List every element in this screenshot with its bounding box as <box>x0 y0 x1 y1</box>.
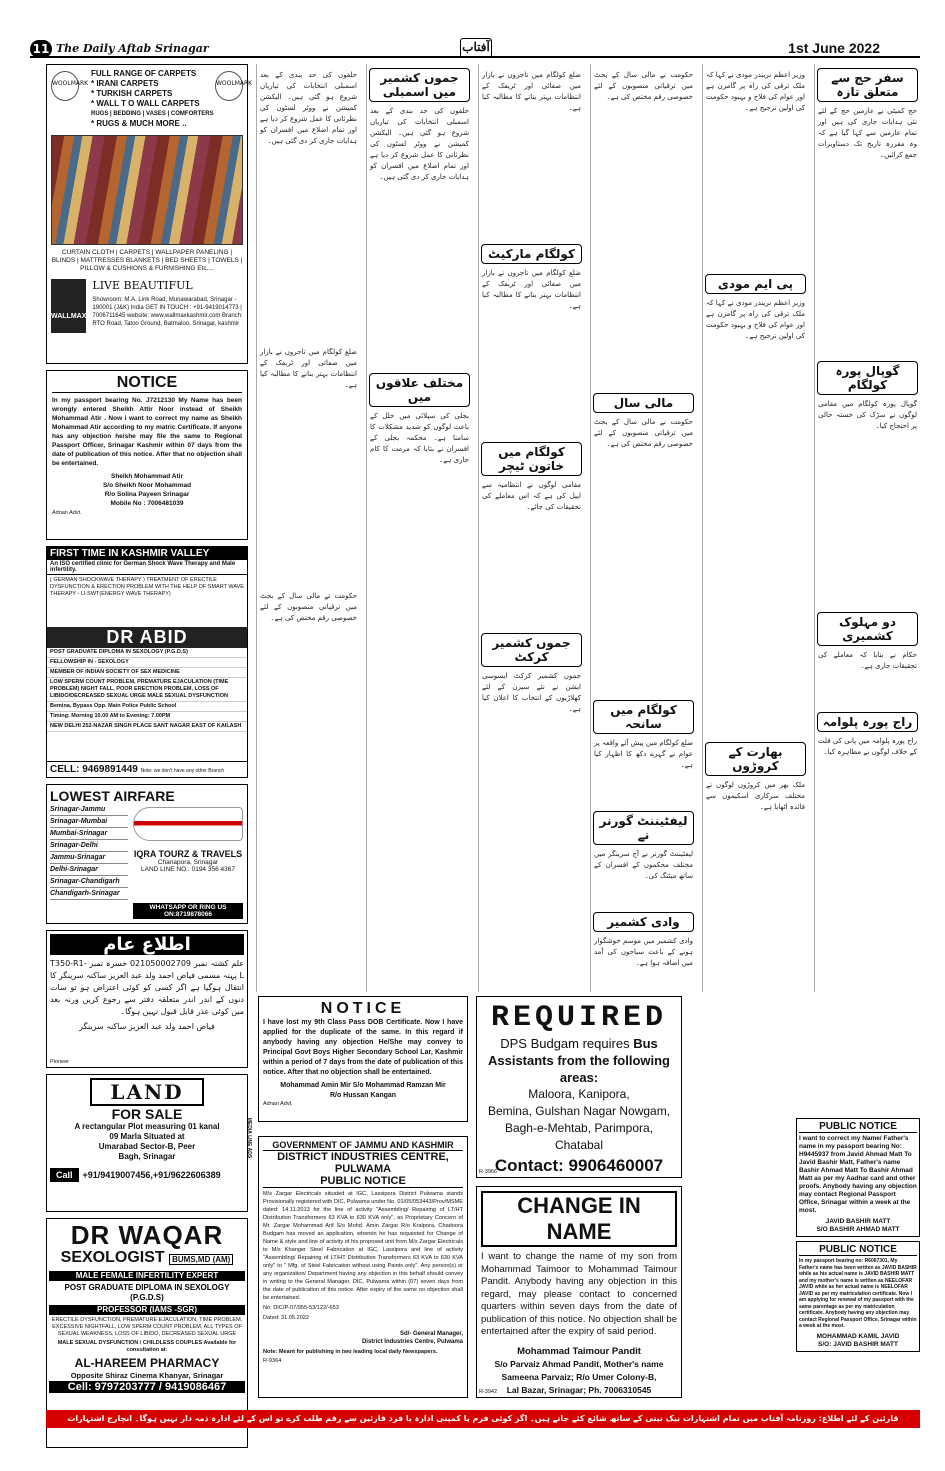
news-text: مقامی لوگوں نے انتظامیہ سے اپیل کی ہے کہ اس معاملے کی تحقیقات کی جائے۔ <box>482 481 581 511</box>
sig-line: Mobile No : 7006481039 <box>110 500 184 507</box>
ad-ref: R-3942 <box>479 1389 498 1395</box>
required-areas-title: Assistants from the following areas: <box>487 1053 670 1085</box>
sig-line: Sheikh Mohammad Atir <box>111 473 183 480</box>
carpets-items: CURTAIN CLOTH | CARPETS | WALLPAPER PANELING | BLINDS | MATTRESSES BLANKETS | BED SHEETS | TOWELS | PILLOW & CUSHIONS & FURNISHING Etc.... <box>51 249 243 272</box>
news-headline: کولگام میں سانحہ <box>593 700 694 734</box>
ad-ref: R-3966 <box>479 1169 498 1175</box>
carpets-ad <box>46 64 253 364</box>
waqar-subtitle <box>49 1249 245 1269</box>
clinic-doctor-name: DR ABID <box>47 627 247 648</box>
carpets-line: * TURKISH CARPETS <box>91 89 173 98</box>
news-column <box>478 64 584 992</box>
advt-credit: Adnan Advt. <box>52 510 82 516</box>
route-item: Mumbai-Srinagar <box>50 828 128 840</box>
carpets-line: * WALL T O WALL CARPETS <box>91 99 200 108</box>
news-text: حکومت نے مالی سال کے بجٹ میں ترقیاتی منصوبوں کے لئے خصوصی رقم مختص کی ہے۔ <box>594 71 693 101</box>
govt-dept: DISTRICT INDUSTRIES CENTRE, PULWAMA <box>277 1151 449 1175</box>
clinic-phone <box>47 761 247 777</box>
route-item: Delhi-Srinagar <box>50 864 128 876</box>
sig-line: S/o Sheikh Noor Mohammad <box>102 482 192 489</box>
wallmax-logo: WALLMAX <box>51 279 86 333</box>
change-in-name-notice <box>476 1186 682 1398</box>
paper-logo: آفتاب <box>460 38 492 58</box>
waqar-title: DR WAQAR <box>70 1220 224 1250</box>
urdu-public-notice <box>46 930 248 1068</box>
land-sale-ad <box>46 1074 252 1212</box>
urdu-notice-title: اطلاع عام <box>50 934 244 955</box>
news-headline: وادی کشمیر <box>593 912 694 932</box>
pn-title: PUBLIC NOTICE <box>799 1121 917 1133</box>
paper-name: The Daily Aftab Srinagar <box>56 42 209 55</box>
govt-ref: R-9364 <box>263 1358 282 1364</box>
sig-line: Sameena Parvaiz; R/o Umer Colony-B, <box>501 1371 657 1382</box>
clinic-body: ( GERMAN SHOCKWAVE THERAPY ) TREATMENT OF ERECTILE DYSFUNCTION & ERECTION PROBLEM WITH THE HELP OF SMART WAVE THERAPY - LI-SWT(ENERGY WAVE THERAPY) <box>50 577 244 597</box>
news-text: حکام نے بتایا کہ معاملے کی تحقیقات جاری ہے۔ <box>818 651 917 670</box>
news-text: ضلع کولگام میں پیش آئے واقعہ پر عوام نے گہرے دکھ کا اظہار کیا ہے۔ <box>594 739 693 769</box>
govt-note: Note: Meant for publishing in two leading local daily Newspapers. <box>263 1349 438 1355</box>
news-headline: راج پورہ پلوامہ <box>817 712 918 732</box>
urdu-news-columns <box>256 64 920 992</box>
agency-whatsapp: WHATSAPP OR RING US ON:8719878066 <box>133 903 243 919</box>
sig-line: S/o Parvaiz Ahmad Pandit, Mother's name <box>494 1358 664 1369</box>
waqar-line: PROFESSOR (IAMS -SGR) <box>49 1305 245 1315</box>
required-area: Bemina, Gulshan Nagar Nowgam, <box>487 1104 671 1118</box>
clinic-note: Note: we don't have any other Branch <box>140 768 225 774</box>
land-line: 09 Marla Situated at <box>109 1132 185 1141</box>
clinic-line: MEMBER OF INDIAN SOCIETY OF SEX MEDICINE <box>47 668 247 678</box>
advt-credit: Adnan Advt. <box>263 1101 293 1107</box>
govt-notice-title: PUBLIC NOTICE <box>263 1175 463 1188</box>
news-text: ملک بھر میں کروڑوں لوگوں نے مختلف سرکاری اسکیموں سے فائدہ اٹھایا ہے۔ <box>706 781 805 811</box>
news-headline: جموں کشمیر میں اسمبلی <box>369 68 470 102</box>
land-line: A rectangular Plot measuring 01 kanal <box>74 1122 220 1131</box>
required-title: REQUIRED <box>490 1001 668 1035</box>
news-text: ضلع کولگام میں تاجروں نے بازار میں صفائی اور ٹریفک کے انتظامات بہتر بنانے کا مطالبہ کیا ہے۔ <box>482 71 581 112</box>
news-column <box>366 64 472 992</box>
land-subtitle: FOR SALE <box>111 1106 183 1122</box>
notice-signature <box>263 1081 463 1101</box>
route-item: Srinagar-Delhi <box>50 840 128 852</box>
dob-certificate-notice <box>258 996 468 1122</box>
waqar-small: ERECTILE DYSFUNCTION, PREMATURE EJACULATION, TIME PROBLEM, EXCESSIVE NIGHTFALL, LOW SPERM COUNT PROBLEM, ALL TYPES OF SEXUAL WEAKNESS, LOSS OF LIBIDO, DECREASED SEXUAL URGE <box>51 1317 243 1337</box>
clinic-line: Bemina, Bypass Opp. Main Police Public School <box>47 702 247 712</box>
news-column <box>590 64 696 992</box>
required-role: Bus <box>633 1036 658 1051</box>
pharmacy-name: AL-HAREEM PHARMACY <box>74 1356 220 1370</box>
footer-disclaimer: قارئین کے لئے اطلاع: روزنامہ آفتاب میں تمام اشتہارات نیک نیتی کے ساتھ شائع کئے جاتے ہیں۔ اگر کوئی فرم یا کمپنی ادارہ یا فرد قارئین سے رقم طلب کرے تو اس کے لئے ادارہ ذمہ دار نہیں ہوگا۔ انچارج اشتہارات <box>46 1410 920 1428</box>
route-item: Chandigarh-Srinagar <box>50 888 128 900</box>
woolmark-logo: WOOLMARK <box>51 71 79 101</box>
carpets-brand <box>51 279 243 333</box>
land-line: Bagh, Srinagar <box>118 1152 176 1161</box>
sig-line: JAVID BASHIR MATT <box>825 1218 891 1225</box>
route-item: Srinagar-Chandigarh <box>50 876 128 888</box>
clinic-ad <box>46 546 248 778</box>
news-text: وزیر اعظم نریندر مودی نے کہا کہ ملک ترقی کی راہ پر گامزن ہے اور عوام کی فلاح و بہبود حکومت کی اولین ترجیح ہے۔ <box>706 71 805 112</box>
notice-body: In my passport bearing No. J7212130 My Name has been wrongly entered Sheikh Attir Noor instead of Sheikh Mohammad Atir . Now i want to correct my name as Sheikh Mohammad Atir according to my matric Certificate. If anyone has any objection he/she may file the same to Regional Passport Officer, Srinagar Kashmir within 07 days from the date of publication of this notice. After that no objection shall be entertained. <box>52 397 242 467</box>
news-column <box>814 64 920 992</box>
issue-date: 1st June 2022 <box>788 40 880 56</box>
required-contact: Contact: 9906460007 <box>494 1156 664 1175</box>
public-notice-1 <box>796 1118 920 1237</box>
sig-line: S/O BASHIR AHMAD MATT <box>816 1226 900 1233</box>
news-text: جموں کشمیر کرکٹ ایسوسی ایشن نے نئے سیزن کے لئے کھلاڑیوں کے انتخاب کا اعلان کیا ہے۔ <box>482 672 581 713</box>
chname-body: I want to change the name of my son from Mohammad Taimoor to Mohammad Taimour Pandit. Anybody having any objection in this regard, may please contact to concerned quarters within seven days from the date of publication of this notice. No objection shall be entertained after the expiry of said period. <box>481 1251 677 1337</box>
clinic-subtitle: An ISO certified clinic for German Shock Wave Therapy and Male infertility. <box>47 560 247 575</box>
clinic-cell: CELL: 9469891449 <box>50 764 138 775</box>
agency-name <box>133 849 243 873</box>
carpets-line: RUGS | BEDDING | VASES | COMFORTERS <box>91 111 214 117</box>
pn-body: I want to correct my Name/ Father's name in my passport bearing No: H9445937 from Javid Ahmad Matt To Javid Bashir Matt, Father's name Bashir Ahmad Matt To Bashir Ahmad Matt as per my Aadhar card and other proofs. Anybody having any objection may contact Regional Passport Office, Srinagar within a week at the most. <box>799 1135 917 1214</box>
news-text: ضلع کولگام میں تاجروں نے بازار میں صفائی اور ٹریفک کے انتظامات بہتر بنانے کا مطالبہ کیا ہے۔ <box>260 348 357 389</box>
clinic-headline: FIRST TIME IN KASHMIR VALLEY <box>47 547 247 560</box>
waqar-line: POST GRADUATE DIPLOMA IN SEXOLOGY (P.G.D.S) <box>49 1283 245 1303</box>
clinic-line: NEW DELHI 252-NAZAR SINGH PLACE SANT NAGAR EAST OF KAILASH <box>47 722 247 732</box>
news-headline: بھارت کے کروڑوں <box>705 742 806 776</box>
news-headline: مالی سال <box>593 393 694 413</box>
clinic-line: FELLOWSHIP IN - SEXOLOGY <box>47 658 247 668</box>
notice-body: I have lost my 9th Class Pass DOB Certificate. Now I have applied for the duplicate of the same. In this regard if anybody having any objection He/She may convey to Principal Govt Boys Higher Secondary School Lar, Kashmir within a period of 7 days from the date of publication of this notice. After that no objection shall be entertained. <box>263 1019 463 1076</box>
govt-public-notice <box>258 1136 468 1398</box>
land-call <box>50 1168 244 1182</box>
news-headline: دو مہلوک کشمیری <box>817 612 918 646</box>
left-ad-column <box>46 64 253 1454</box>
chname-signature <box>481 1345 677 1397</box>
woolmark-logo: WOOLMARK <box>215 71 243 101</box>
news-column <box>256 64 360 992</box>
news-text: لیفٹیننٹ گورنر نے آج سرینگر میں مختلف محکموں کے افسران کے ساتھ میٹنگ کی۔ <box>594 850 693 880</box>
govt-signature <box>263 1330 463 1346</box>
news-headline: پی ایم مودی <box>705 274 806 294</box>
right-notice-column <box>796 1118 920 1356</box>
route-item: Srinagar-Mumbai <box>50 816 128 828</box>
news-headline: کولگام مارکیٹ <box>481 244 582 264</box>
news-headline: لیفٹیننٹ گورنر نے <box>593 811 694 845</box>
govt-no: No: DIC/P-07/955-53/122/-653 <box>263 1305 339 1311</box>
masthead <box>30 40 920 58</box>
pn-signature <box>799 1333 917 1349</box>
news-text: بجلی کی سپلائی میں خلل کے باعث لوگوں کو شدید مشکلات کا سامنا ہے۔ محکمہ بجلی کے افسران نے بتایا کہ مرمت کا کام جاری ہے۔ <box>370 412 469 464</box>
pn-title: PUBLIC NOTICE <box>799 1244 917 1256</box>
airplane-icon <box>133 807 243 841</box>
govt-body: M/s Zargar Electricals situated at IGC, Lassipora District Pulwama stands Provisionally registered with DIC, Pulwama under No. 01/05/053443/Prov/MSME dated: 14.11.2013 for the line of activity "Assembling/ Repairing of LT/HT Distribution Transformers 63 KVA to 630 KVA only", as Proprietary Concern of Mr. Zargar Mohammad Arif S/o Mohd. Amin Zargar R/o Kralpora, Chadoora Budgam has moved an application, wherein he has requested for Change of Name & style and line of activity of his proposed unit from M/s Zargar Electricals to M/s Khanger Steel Fabrication at IGC, Lassipora and line of activity "Assembling/ Repairing of LT/HT Distribution Transformers 63 KVA to 630 KVA only" to " Mfg. of Steel Fabrication without using Paints only". Any person(s) or any organization/ Department having any objection in this behalf should convey in writing to the General Manager, DIC, Pulwama within (07) seven days from the date of publication of this notice. After expiry of the same no objection shall be entertained. <box>263 1191 463 1301</box>
news-text: وزیر اعظم نریندر مودی نے کہا کہ ملک ترقی کی راہ پر گامزن ہے اور عوام کی فلاح و بہبود حکومت کی اولین ترجیح ہے۔ <box>706 299 805 340</box>
sig-line: R/o Solina Payeen Srinagar <box>104 491 190 498</box>
waqar-consult: MALE SEXUAL DYSFUNCTION / CHILDLESS COUPLES Available for consultation at: <box>57 1340 237 1353</box>
agency-title: IQRA TOURZ & TRAVELS <box>133 849 243 859</box>
advt-credit: Pioneer <box>50 1059 69 1065</box>
news-text: حلقوں کی حد بندی کے بعد اسمبلی انتخابات کی تیاریاں شروع ہو گئی ہیں۔ الیکشن کمیشن نے ووٹر لسٹوں کی نظرثانی کا عمل شروع کر دیا ہے اور تمام اضلاع میں افسران کو ہدایات جاری کر دی گئی ہیں۔ <box>260 71 357 145</box>
news-text: وادی کشمیر میں موسم خوشگوار ہونے کے باعث سیاحوں کی آمد میں اضافہ ہوا ہے۔ <box>594 937 693 967</box>
news-text: گوپال پورہ کولگام میں مقامی لوگوں نے سڑک کی خستہ حالی پر احتجاج کیا۔ <box>818 400 917 430</box>
page-number: 11 <box>30 40 52 58</box>
govt-title: GOVERNMENT OF JAMMU AND KASHMIR <box>263 1140 463 1151</box>
pn-signature <box>799 1218 917 1234</box>
carpets-line: FULL RANGE OF CARPETS <box>91 69 197 78</box>
carpets-photo <box>51 135 243 245</box>
news-text: راج پورہ پلوامہ میں پانی کی قلت کے خلاف لوگوں نے مظاہرہ کیا۔ <box>818 737 917 756</box>
land-phones: +91/9419007456,+91/9622606389 <box>82 1170 221 1180</box>
agency-place: Chanapora, Srinagar <box>157 859 219 866</box>
news-headline: گوپال پورہ کولگام <box>817 361 918 395</box>
carpets-line: * RUGS & MUCH MORE .. <box>91 119 187 128</box>
clinic-line: LOW SPERM COUNT PROBLEM, PREMATURE EJACULATION (TIME PROBLEM) NIGHT FALL, POOR ERECTION PROBLEM, LOSS OF LIBIDO/DECREASED SEXUAL URGE MALE SEXUAL DYSFUNCTION <box>47 678 247 702</box>
sig-line: R/o Hussan Kangan <box>329 1092 397 1099</box>
sig-line: Mohammad Amin Mir S/o Mohammad Ramzan Mir <box>280 1082 446 1089</box>
call-label: Call <box>50 1168 79 1182</box>
required-area: Bagh-e-Mehtab, Parimpora, Chatabal <box>504 1121 654 1152</box>
urdu-notice-body: علم کشتہ نمبر 021050002709 خسرہ نمبر T350-R1-L پہنہ مسمی فیاض احمد ولد عبد العزیز ساکنہ سرینگر کا انتقال ہوگیا ہے اگر کسی کو کوئی اعتراض ہو تو سات دنوں کے اندر اندر متعلقہ دفتر سے رجوع کریں ورنہ بعد میں کوئی عذر قابل قبول نہیں ہوگا۔ <box>50 959 244 1016</box>
news-text: حکومت نے مالی سال کے بجٹ میں ترقیاتی منصوبوں کے لئے خصوصی رقم مختص کی ہے۔ <box>260 592 357 622</box>
sig-line: S/O: JAVID BASHIR MATT <box>818 1340 898 1348</box>
urdu-notice-sig: فیاض احمد ولد عبد العزیز ساکنہ سرینگر <box>79 1022 215 1031</box>
news-headline: مختلف علاقوں میں <box>369 373 470 407</box>
sig-line: Lal Bazar, Srinagar; Ph. 7006310545 <box>506 1384 652 1395</box>
notice-title: NOTICE <box>52 374 242 393</box>
clinic-line: Timing: Morning 10.00 AM to Evening: 7.00PM <box>47 712 247 722</box>
route-item: Jammu-Srinagar <box>50 852 128 864</box>
news-column <box>702 64 808 992</box>
govt-dated: Dated: 31.05.2022 <box>263 1315 310 1321</box>
chname-title: CHANGE IN NAME <box>481 1191 677 1247</box>
land-title: LAND <box>90 1078 204 1106</box>
required-area: Maloora, Kanipora, <box>528 1087 630 1101</box>
news-text: حکومت نے مالی سال کے بجٹ میں ترقیاتی منصوبوں کے لئے خصوصی رقم مختص کی ہے۔ <box>594 418 693 448</box>
news-text: ضلع کولگام میں تاجروں نے بازار میں صفائی اور ٹریفک کے انتظامات بہتر بنانے کا مطالبہ کیا ہے۔ <box>482 269 581 310</box>
public-notice-2 <box>796 1241 920 1352</box>
pn-body: In my passport bearing no: R6067301, My Father's name has been written as JAVID BASHIR while as his actual name is JAVID BASHIR MATT and my mother's name is written as NEELOFAR JAVID while as her actual name is NEELOFAR JAVID as per my matriculation certificate. Now I am applying for renewal of my passport with the same parentage as per my matriculation certificate. Anybody having any objection may contact Regional Passport Office, Srinagar within a week at the most. <box>799 1258 917 1329</box>
waqar-quals: BUMS,MD (AM) <box>169 1254 233 1265</box>
required-subtitle <box>481 1035 677 1052</box>
news-text: حلقوں کی حد بندی کے بعد اسمبلی انتخابات کی تیاریاں شروع ہو گئی ہیں۔ الیکشن کمیشن نے ووٹر لسٹوں کی نظرثانی کا عمل شروع کر دیا ہے اور تمام اضلاع میں افسران کو ہدایات جاری کر دی گئی ہیں۔ <box>370 107 469 181</box>
notice-signature <box>52 472 242 508</box>
required-ad <box>476 996 682 1178</box>
sig-line: Mohammad Taimour Pandit <box>517 1345 641 1357</box>
carpets-tagline: LIVE BEAUTIFUL <box>92 279 193 292</box>
airfare-ad <box>46 784 248 924</box>
news-text: حج کمیٹی نے عازمین حج کے لئے نئی ہدایات جاری کی ہیں اور تمام عازمین سے کہا گیا ہے کہ وہ مقررہ تاریخ تک دستاویزات جمع کرائیں۔ <box>818 107 917 159</box>
sig-line: District Industries Centre, Pulwama <box>361 1339 463 1345</box>
passport-notice <box>46 370 248 540</box>
waqar-role: SEXOLOGIST <box>60 1249 165 1266</box>
required-org: DPS Budgam requires <box>500 1036 634 1051</box>
pharmacy-address: Opposite Shiraz Cinema Khanyar, Srinagar <box>70 1371 224 1380</box>
airfare-title: LOWEST AIRFARE <box>50 788 175 804</box>
carpets-address: Showroom: M.A. Link Road, Munawarabad, Srinagar - 190001 (J&K) India GET IN TOUCH : +91-9419014773 | 7006711645 website: www.wallmaxkashmir.com Branch: RTO Road, Tatoo Ground, Batmaloo, Srinagar, kashmir <box>92 297 243 327</box>
news-headline: سفر حج سے متعلق تازہ <box>817 68 918 102</box>
news-headline: کولگام میں خاتون ٹیچر <box>481 442 582 476</box>
carpets-line: * IRANI CARPETS <box>91 79 159 88</box>
media-line-ads: MEDIA LINE ADS <box>245 1117 252 1159</box>
notice-title: NOTICE <box>320 1000 406 1017</box>
sig-line: Sd/- General Manager, <box>399 1331 463 1337</box>
pharmacy-cell: Cell: 9797203777 / 9419086467 <box>49 1381 245 1393</box>
land-line: Umarabad Sector-B, Peer <box>98 1142 196 1151</box>
agency-landline: LAND LINE NO.: 0194 356 4367 <box>141 866 235 873</box>
clinic-line: POST GRADUATE DIPLOMA IN SEXOLOGY (P.G.D.S) <box>47 648 247 658</box>
waqar-line: MALE FEMALE INFERTILITY EXPERT <box>49 1271 245 1281</box>
news-headline: جموں کشمیر کرکٹ <box>481 633 582 667</box>
sig-line: MOHAMMAD KAMIL JAVID <box>816 1332 900 1340</box>
route-item: Srinagar-Jammu <box>50 804 128 816</box>
